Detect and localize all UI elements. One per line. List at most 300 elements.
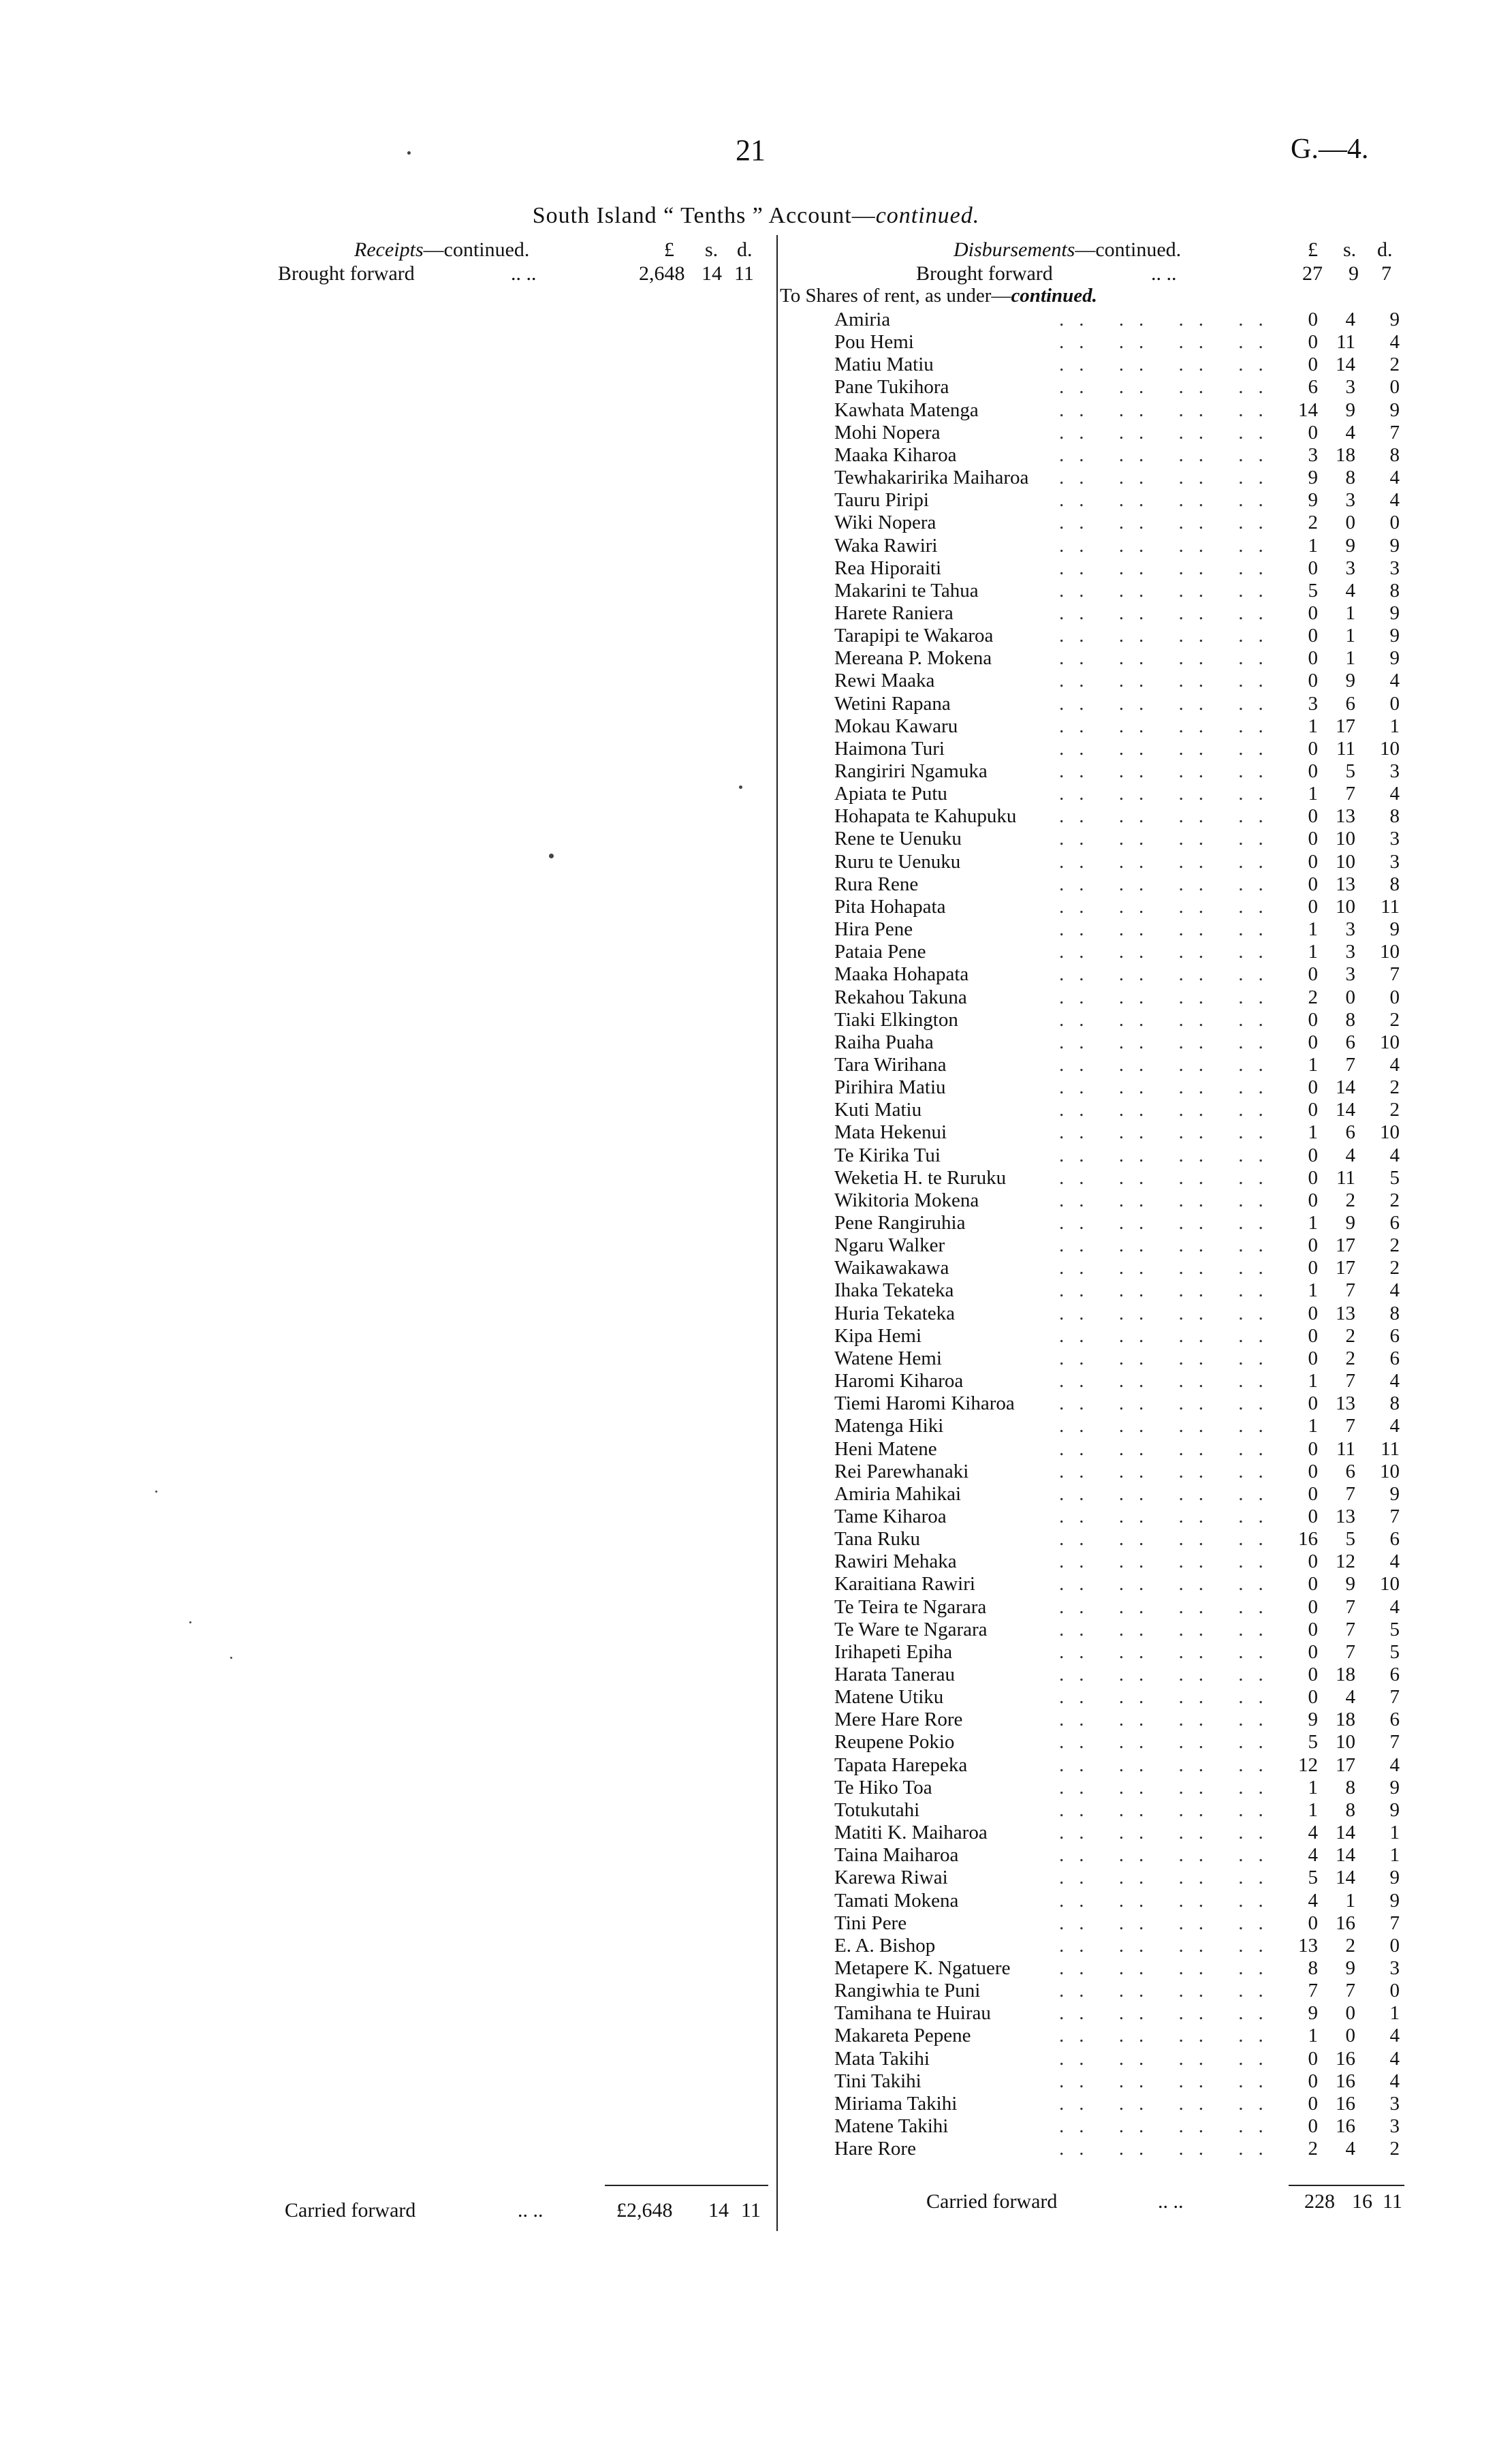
table-row bbox=[834, 1596, 1420, 1619]
amount-pence: 9 bbox=[1389, 1482, 1400, 1505]
amount-pounds: 0 bbox=[1308, 1460, 1318, 1482]
amount-pounds: 0 bbox=[1308, 331, 1318, 354]
title-main: South Island “ Tenths ” Account— bbox=[532, 203, 876, 228]
amount-shillings: 11 bbox=[1336, 1437, 1355, 1460]
receipts-brought-forward-amount: 2,648 bbox=[639, 262, 685, 285]
amount-pence: 5 bbox=[1389, 1640, 1400, 1663]
amount-pence: 4 bbox=[1389, 1370, 1400, 1392]
amount-pence: 4 bbox=[1389, 2070, 1400, 2092]
receipts-brought-forward-d: 11 bbox=[734, 262, 754, 285]
amount-pence: 6 bbox=[1389, 1324, 1400, 1347]
payee-name: Tamati Mokena bbox=[834, 1889, 959, 1912]
amount-shillings: 7 bbox=[1345, 1279, 1355, 1302]
amount-pounds: 1 bbox=[1308, 1279, 1318, 1302]
amount-pounds: 4 bbox=[1308, 1844, 1318, 1867]
amount-pence: 4 bbox=[1389, 1754, 1400, 1776]
amount-pence: 10 bbox=[1380, 1460, 1400, 1482]
amount-pounds: 14 bbox=[1298, 399, 1318, 421]
payee-name: Mereana P. Mokena bbox=[834, 647, 992, 670]
amount-pounds: 6 bbox=[1308, 376, 1318, 399]
table-row bbox=[834, 1799, 1420, 1822]
table-row bbox=[834, 1370, 1420, 1392]
table-row bbox=[834, 625, 1420, 647]
table-row bbox=[834, 738, 1420, 760]
amount-pence: 4 bbox=[1389, 1279, 1400, 1302]
amount-pence: 8 bbox=[1389, 805, 1400, 828]
payee-name: Rangiwhia te Puni bbox=[834, 1980, 981, 2002]
leader-dots: .. .. .. .. bbox=[1059, 1505, 1278, 1527]
table-row bbox=[834, 1573, 1420, 1595]
amount-shillings: 10 bbox=[1336, 828, 1355, 850]
amount-pounds: 0 bbox=[1308, 1302, 1318, 1324]
leader-dots: .. .. .. .. bbox=[1059, 1754, 1278, 1776]
leader-dots: .. .. .. .. bbox=[1059, 1618, 1278, 1640]
table-row bbox=[834, 1777, 1420, 1799]
scan-speck bbox=[189, 1621, 191, 1623]
amount-pence: 9 bbox=[1389, 918, 1400, 941]
table-row bbox=[834, 2070, 1420, 2093]
payee-name: Mokau Kawaru bbox=[834, 715, 958, 737]
amount-shillings: 12 bbox=[1336, 1551, 1355, 1573]
disbursements-col-shillings: s. bbox=[1343, 238, 1357, 261]
amount-pounds: 2 bbox=[1308, 2138, 1318, 2160]
leader-dots: .. .. .. .. bbox=[1059, 1234, 1278, 1257]
disbursements-heading-rest: —continued. bbox=[1075, 238, 1182, 261]
payee-name: Te Hiko Toa bbox=[834, 1776, 932, 1798]
table-row bbox=[834, 896, 1420, 918]
receipts-col-pounds: £ bbox=[664, 238, 674, 261]
payee-name: Rekahou Takuna bbox=[834, 986, 967, 1008]
amount-pounds: 5 bbox=[1308, 1731, 1318, 1754]
amount-pounds: 0 bbox=[1308, 1076, 1318, 1099]
amount-shillings: 9 bbox=[1345, 670, 1355, 692]
leader-dots: .. .. .. .. bbox=[1059, 1257, 1278, 1279]
amount-pence: 1 bbox=[1389, 2002, 1400, 2025]
leader-dots: .. .. .. .. bbox=[1059, 2138, 1278, 2160]
leader-dots: .. .. .. .. bbox=[1059, 2047, 1278, 2070]
payee-name: Watene Hemi bbox=[834, 1347, 942, 1369]
leader-dots: .. .. .. .. bbox=[1059, 1482, 1278, 1505]
amount-shillings: 18 bbox=[1336, 1664, 1355, 1685]
leader-dots: .. .. .. .. bbox=[1059, 309, 1278, 330]
amount-pence: 4 bbox=[1389, 331, 1400, 354]
leader-dots: .. .. .. .. bbox=[1059, 399, 1278, 421]
amount-shillings: 5 bbox=[1345, 760, 1355, 782]
amount-pence: 4 bbox=[1389, 1595, 1400, 1618]
leader-dots: .. .. .. .. bbox=[1059, 1528, 1278, 1551]
leader-dots: .. .. .. .. bbox=[1059, 850, 1278, 873]
amount-shillings: 4 bbox=[1345, 1144, 1355, 1166]
amount-pence: 9 bbox=[1389, 399, 1400, 421]
amount-pounds: 0 bbox=[1308, 1347, 1318, 1369]
leader-dots: .. .. .. .. bbox=[1059, 354, 1278, 376]
amount-pence: 7 bbox=[1389, 1731, 1400, 1754]
payee-name: Te Ware te Ngarara bbox=[834, 1618, 988, 1640]
amount-pounds: 0 bbox=[1308, 354, 1318, 376]
amount-pounds: 9 bbox=[1308, 1709, 1318, 1731]
amount-pence: 9 bbox=[1389, 309, 1400, 330]
leader-dots: .. .. .. .. bbox=[1059, 421, 1278, 443]
payee-name: Waikawakawa bbox=[834, 1257, 949, 1279]
table-row bbox=[834, 1686, 1420, 1709]
leader-dots: .. .. .. .. bbox=[1059, 941, 1278, 963]
amount-pence: 8 bbox=[1389, 1392, 1400, 1415]
amount-pence: 2 bbox=[1389, 354, 1400, 376]
amount-pounds: 0 bbox=[1308, 1573, 1318, 1595]
amount-pence: 6 bbox=[1389, 1528, 1400, 1551]
amount-pence: 5 bbox=[1389, 1166, 1400, 1189]
receipts-carried-forward-label: Carried forward bbox=[285, 2199, 416, 2222]
amount-shillings: 4 bbox=[1345, 579, 1355, 602]
payee-name: Heni Matene bbox=[834, 1437, 937, 1460]
disbursements-brought-forward-s: 9 bbox=[1349, 262, 1359, 285]
payee-name: Amiria bbox=[834, 309, 891, 330]
amount-shillings: 13 bbox=[1336, 873, 1355, 895]
payee-name: Hohapata te Kahupuku bbox=[834, 805, 1017, 828]
payee-name: Tini Pere bbox=[834, 1912, 907, 1934]
amount-pence: 2 bbox=[1389, 1257, 1400, 1279]
table-row bbox=[834, 376, 1420, 399]
amount-pounds: 1 bbox=[1308, 918, 1318, 941]
amount-pounds: 0 bbox=[1308, 2092, 1318, 2115]
amount-pence: 2 bbox=[1389, 1076, 1400, 1099]
table-row bbox=[834, 1483, 1420, 1506]
table-row bbox=[834, 2002, 1420, 2025]
receipts-carried-forward-d: 11 bbox=[741, 2199, 761, 2222]
amount-shillings: 0 bbox=[1345, 2025, 1355, 2047]
amount-shillings: 7 bbox=[1345, 1640, 1355, 1663]
amount-pounds: 7 bbox=[1308, 1980, 1318, 2002]
leader-dots: .. .. .. .. bbox=[1059, 602, 1278, 624]
payee-name: Rea Hiporaiti bbox=[834, 557, 942, 579]
leader-dots: .. .. .. .. bbox=[1059, 895, 1278, 918]
table-row bbox=[834, 1935, 1420, 1957]
amount-pence: 0 bbox=[1389, 986, 1400, 1008]
amount-pence: 3 bbox=[1389, 557, 1400, 579]
table-row bbox=[834, 1009, 1420, 1031]
amount-shillings: 10 bbox=[1336, 1731, 1355, 1754]
receipts-heading-italic: Receipts bbox=[354, 238, 424, 261]
amount-shillings: 3 bbox=[1345, 941, 1355, 963]
amount-shillings: 6 bbox=[1345, 1121, 1355, 1144]
payee-name: Te Kirika Tui bbox=[834, 1144, 941, 1166]
amount-pounds: 0 bbox=[1308, 421, 1318, 443]
leader-dots: .. .. .. .. bbox=[1059, 828, 1278, 850]
amount-pence: 4 bbox=[1389, 2025, 1400, 2047]
amount-pounds: 4 bbox=[1308, 1889, 1318, 1912]
table-row bbox=[834, 1438, 1420, 1461]
amount-pence: 6 bbox=[1389, 1212, 1400, 1234]
amount-pounds: 1 bbox=[1308, 1798, 1318, 1821]
leader-dots: .. .. .. .. bbox=[1059, 1822, 1278, 1844]
amount-pence: 8 bbox=[1389, 579, 1400, 602]
amount-pounds: 9 bbox=[1308, 467, 1318, 489]
payee-name: Rei Parewhanaki bbox=[834, 1460, 969, 1482]
leader-dots: .. .. .. .. bbox=[1059, 760, 1278, 782]
payee-name: Ruru te Uenuku bbox=[834, 850, 961, 873]
receipts-heading bbox=[354, 238, 529, 262]
amount-pence: 10 bbox=[1380, 737, 1400, 760]
table-row bbox=[834, 647, 1420, 670]
amount-pence: 7 bbox=[1389, 1686, 1400, 1709]
table-row bbox=[834, 693, 1420, 715]
amount-shillings: 3 bbox=[1345, 963, 1355, 986]
leader-dots: .. .. .. .. bbox=[1059, 1053, 1278, 1076]
shares-label-main: To Shares of rent, as under— bbox=[780, 285, 1011, 307]
amount-pence: 4 bbox=[1389, 1144, 1400, 1166]
payee-name: Huria Tekateka bbox=[834, 1302, 955, 1324]
table-row bbox=[834, 805, 1420, 828]
amount-pence: 11 bbox=[1381, 1437, 1400, 1460]
amount-pence: 9 bbox=[1389, 1867, 1400, 1889]
disbursements-col-pence: d. bbox=[1377, 238, 1393, 261]
table-row bbox=[834, 1167, 1420, 1189]
payee-name: Tini Takihi bbox=[834, 2070, 922, 2092]
amount-shillings: 17 bbox=[1336, 1234, 1355, 1257]
scan-speck bbox=[230, 1657, 232, 1659]
amount-pence: 0 bbox=[1389, 512, 1400, 534]
scan-speck bbox=[549, 854, 554, 858]
amount-pounds: 1 bbox=[1308, 1121, 1318, 1144]
amount-pence: 8 bbox=[1389, 873, 1400, 895]
table-row bbox=[834, 1731, 1420, 1754]
disbursements-heading bbox=[954, 238, 1181, 262]
amount-pounds: 0 bbox=[1308, 1686, 1318, 1709]
amount-pence: 9 bbox=[1389, 1889, 1400, 1912]
payee-name: Pita Hohapata bbox=[834, 895, 946, 918]
amount-pence: 6 bbox=[1389, 1347, 1400, 1369]
leader-dots: .. .. .. .. bbox=[1059, 2025, 1278, 2047]
amount-shillings: 13 bbox=[1336, 1392, 1355, 1415]
amount-pence: 9 bbox=[1389, 1776, 1400, 1798]
table-row bbox=[834, 1709, 1420, 1731]
leader-dots: .. .. .. .. bbox=[1059, 443, 1278, 466]
amount-shillings: 11 bbox=[1336, 737, 1355, 760]
leader-dots: .. .. .. .. bbox=[1059, 1686, 1278, 1709]
amount-pence: 9 bbox=[1389, 647, 1400, 670]
table-row bbox=[834, 1822, 1420, 1844]
amount-shillings: 6 bbox=[1345, 1031, 1355, 1053]
amount-shillings: 14 bbox=[1336, 1822, 1355, 1844]
amount-pence: 4 bbox=[1389, 670, 1400, 692]
leader-dots: .. .. .. .. bbox=[1059, 1934, 1278, 1957]
amount-shillings: 14 bbox=[1336, 1867, 1355, 1889]
amount-shillings: 2 bbox=[1345, 1324, 1355, 1347]
table-row bbox=[834, 1325, 1420, 1347]
disbursements-carried-forward-d: 11 bbox=[1383, 2190, 1402, 2213]
amount-pence: 2 bbox=[1389, 2138, 1400, 2160]
payee-name: Harata Tanerau bbox=[834, 1664, 955, 1685]
table-row bbox=[834, 1347, 1420, 1370]
amount-pence: 4 bbox=[1389, 1415, 1400, 1437]
payee-name: Hare Rore bbox=[834, 2138, 916, 2160]
amount-pence: 2 bbox=[1389, 1099, 1400, 1121]
amount-pence: 2 bbox=[1389, 1234, 1400, 1257]
disbursements-carried-forward-s: 16 bbox=[1352, 2190, 1372, 2213]
amount-shillings: 8 bbox=[1345, 1776, 1355, 1798]
payee-name: Kawhata Matenga bbox=[834, 399, 979, 421]
amount-shillings: 7 bbox=[1345, 1370, 1355, 1392]
table-row bbox=[834, 828, 1420, 850]
table-row bbox=[834, 1619, 1420, 1641]
amount-shillings: 13 bbox=[1336, 1302, 1355, 1324]
amount-pounds: 0 bbox=[1308, 1234, 1318, 1257]
leader-dots: .. .. .. .. bbox=[1059, 918, 1278, 941]
payee-name: Tara Wirihana bbox=[834, 1053, 947, 1076]
payee-name: Mata Hekenui bbox=[834, 1121, 947, 1144]
amount-pounds: 1 bbox=[1308, 1212, 1318, 1234]
amount-pounds: 0 bbox=[1308, 2115, 1318, 2137]
amount-shillings: 13 bbox=[1336, 805, 1355, 828]
amount-pounds: 13 bbox=[1298, 1934, 1318, 1957]
leader-dots: .. .. .. .. bbox=[1059, 1370, 1278, 1392]
payee-name: Matiti K. Maiharoa bbox=[834, 1822, 988, 1844]
disbursements-total-rule bbox=[1289, 2185, 1404, 2186]
leader-dots: .. .. .. .. bbox=[1059, 1212, 1278, 1234]
table-row bbox=[834, 1867, 1420, 1889]
payee-name: Tamihana te Huirau bbox=[834, 2002, 991, 2025]
table-row bbox=[834, 2115, 1420, 2138]
amount-pounds: 0 bbox=[1308, 873, 1318, 895]
payee-name: Rewi Maaka bbox=[834, 670, 935, 692]
amount-pounds: 0 bbox=[1308, 737, 1318, 760]
amount-pounds: 0 bbox=[1308, 557, 1318, 579]
table-row bbox=[834, 1076, 1420, 1099]
amount-pence: 7 bbox=[1389, 1505, 1400, 1527]
receipts-heading-rest: —continued. bbox=[423, 238, 530, 261]
amount-pence: 0 bbox=[1389, 1934, 1400, 1957]
leader-dots: .. .. .. .. bbox=[1059, 376, 1278, 399]
payee-name: Irihapeti Epiha bbox=[834, 1640, 953, 1663]
amount-pence: 2 bbox=[1389, 1189, 1400, 1211]
table-row bbox=[834, 783, 1420, 805]
amount-pounds: 0 bbox=[1308, 828, 1318, 850]
amount-pence: 2 bbox=[1389, 1008, 1400, 1031]
table-row bbox=[834, 1528, 1420, 1551]
amount-pounds: 1 bbox=[1308, 534, 1318, 557]
amount-pounds: 0 bbox=[1308, 1437, 1318, 1460]
leader-dots: .. .. .. .. bbox=[1059, 692, 1278, 715]
leader-dots: .. .. .. .. bbox=[1059, 2002, 1278, 2025]
amount-shillings: 8 bbox=[1345, 1798, 1355, 1821]
payee-name: Karewa Riwai bbox=[834, 1867, 948, 1889]
table-row bbox=[834, 557, 1420, 580]
amount-pounds: 0 bbox=[1308, 309, 1318, 330]
receipts-brought-forward-s: 14 bbox=[702, 262, 722, 285]
amount-pounds: 0 bbox=[1308, 1324, 1318, 1347]
leader-dots: .. .. .. .. bbox=[1059, 579, 1278, 602]
payee-name: Matiu Matiu bbox=[834, 354, 934, 376]
amount-shillings: 18 bbox=[1336, 443, 1355, 466]
leader-dots: .. .. .. .. bbox=[1059, 2115, 1278, 2137]
amount-shillings: 17 bbox=[1336, 1257, 1355, 1279]
amount-pounds: 0 bbox=[1308, 1099, 1318, 1121]
leader-dots: .. .. .. .. bbox=[1059, 625, 1278, 647]
amount-shillings: 16 bbox=[1336, 2115, 1355, 2137]
table-row bbox=[834, 1212, 1420, 1234]
leader-dots: .. .. .. .. bbox=[1059, 1166, 1278, 1189]
table-row bbox=[834, 760, 1420, 783]
table-row bbox=[834, 670, 1420, 692]
amount-pounds: 0 bbox=[1308, 760, 1318, 782]
amount-pounds: 12 bbox=[1298, 1754, 1318, 1776]
table-row bbox=[834, 1121, 1420, 1144]
table-row bbox=[834, 1234, 1420, 1257]
table-row bbox=[834, 535, 1420, 557]
amount-shillings: 7 bbox=[1345, 1415, 1355, 1437]
amount-shillings: 8 bbox=[1345, 467, 1355, 489]
amount-pence: 9 bbox=[1389, 625, 1400, 647]
leader-dots: .. .. .. .. bbox=[1059, 715, 1278, 737]
payee-name: Tiemi Haromi Kiharoa bbox=[834, 1392, 1015, 1415]
amount-pounds: 0 bbox=[1308, 1595, 1318, 1618]
receipts-brought-forward-label: Brought forward bbox=[278, 262, 415, 285]
leader-dots: .. .. .. .. bbox=[1059, 1347, 1278, 1369]
leader-dots: .. .. .. .. bbox=[1059, 2070, 1278, 2092]
column-divider bbox=[776, 235, 778, 2231]
amount-pence: 9 bbox=[1389, 534, 1400, 557]
amount-pounds: 0 bbox=[1308, 1257, 1318, 1279]
table-row bbox=[834, 1099, 1420, 1121]
table-row bbox=[834, 1303, 1420, 1325]
amount-pounds: 0 bbox=[1308, 1505, 1318, 1527]
amount-pence: 3 bbox=[1389, 850, 1400, 873]
amount-pence: 10 bbox=[1380, 1031, 1400, 1053]
leader-dots: .. .. .. .. bbox=[1059, 1640, 1278, 1663]
amount-pounds: 0 bbox=[1308, 1392, 1318, 1415]
table-row bbox=[834, 580, 1420, 602]
amount-shillings: 17 bbox=[1336, 1754, 1355, 1776]
amount-pounds: 9 bbox=[1308, 2002, 1318, 2025]
amount-shillings: 4 bbox=[1345, 421, 1355, 443]
amount-shillings: 3 bbox=[1345, 489, 1355, 512]
amount-shillings: 4 bbox=[1345, 1686, 1355, 1709]
amount-pounds: 1 bbox=[1308, 1053, 1318, 1076]
amount-pounds: 1 bbox=[1308, 1776, 1318, 1798]
amount-pounds: 2 bbox=[1308, 512, 1318, 534]
payee-name: Ihaka Tekateka bbox=[834, 1279, 954, 1302]
scan-speck bbox=[739, 785, 742, 789]
disbursements-brought-forward-label: Brought forward bbox=[916, 262, 1053, 285]
leader-dots: .. .. .. .. bbox=[1059, 1279, 1278, 1302]
payee-name: Amiria Mahikai bbox=[834, 1482, 962, 1505]
document-reference: G.—4. bbox=[1291, 134, 1369, 165]
disbursements-carried-forward-l: 228 bbox=[1304, 2190, 1335, 2213]
table-row bbox=[834, 1506, 1420, 1528]
amount-pence: 3 bbox=[1389, 2115, 1400, 2137]
amount-pence: 0 bbox=[1389, 692, 1400, 715]
amount-pence: 5 bbox=[1389, 1618, 1400, 1640]
leader-dots: .. .. .. .. bbox=[1059, 1980, 1278, 2002]
leader-dots: .. .. .. .. bbox=[1059, 1302, 1278, 1324]
amount-pence: 4 bbox=[1389, 2047, 1400, 2070]
leader-dots: .. .. .. .. bbox=[1059, 805, 1278, 828]
payee-name: Mohi Nopera bbox=[834, 421, 941, 443]
leader-dots: .. .. .. .. bbox=[1059, 467, 1278, 489]
payee-name: Rura Rene bbox=[834, 873, 919, 895]
payee-name: Rangiriri Ngamuka bbox=[834, 760, 988, 782]
amount-shillings: 16 bbox=[1336, 1912, 1355, 1934]
leader-dots: .. .. .. .. bbox=[1059, 1844, 1278, 1867]
table-row bbox=[834, 444, 1420, 467]
amount-shillings: 16 bbox=[1336, 2092, 1355, 2115]
amount-pounds: 4 bbox=[1308, 1822, 1318, 1844]
page-title bbox=[0, 203, 1512, 229]
payee-name: Tewhakaririka Maiharoa bbox=[834, 467, 1029, 489]
amount-pounds: 1 bbox=[1308, 783, 1318, 805]
amount-pence: 10 bbox=[1380, 941, 1400, 963]
leader-dots: .. .. .. .. bbox=[1059, 647, 1278, 670]
